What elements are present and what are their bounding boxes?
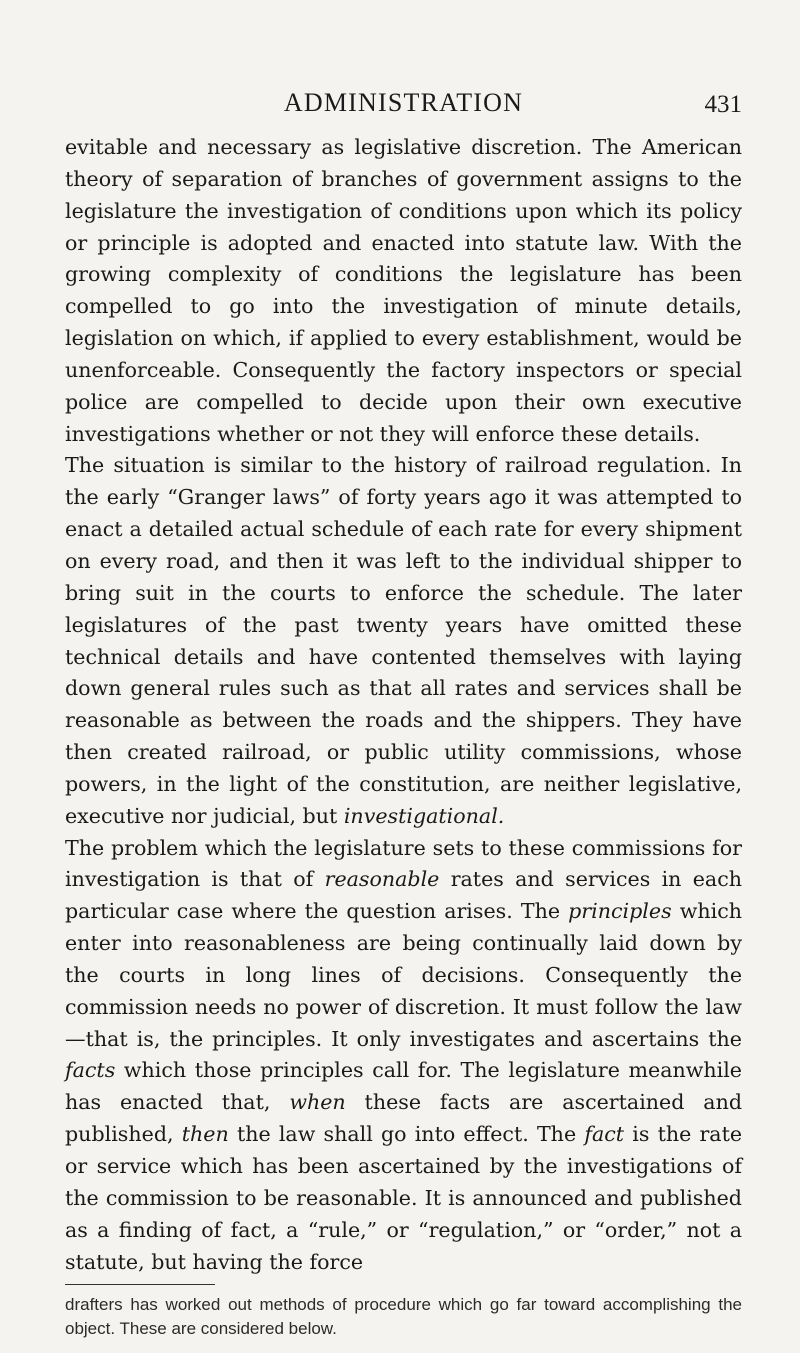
paragraph-2-text: The situation is similar to the history of railroad regulation. In the early “Granger laws” of forty years ago it was attempted to enact a detailed actual schedule of each rate for every shipment on every road, and then it was left to the individual shipper to bring suit in the courts to enforce the schedule. The later legislatures of the past twenty years have omitted these technical details and have contented themselves with laying down general rules such as that all rates and services shall be reasonable as between the roads and the shippers. They have then created railroad, or public utility commissions, whose powers, in the light of the constitution, are neither legislative, executive nor judicial, but (65, 453, 742, 828)
paragraph-3-part-e: these facts are ascertained and published, (65, 1090, 743, 1147)
footnote: drafters has worked out methods of procedure which go far toward accomplishing the object. These are considered below. (65, 1295, 742, 1338)
italic-reasonable: reasonable (324, 867, 440, 892)
paragraph-3-part-g: is the rate or service which has been ascertained by the investigations of the commission to be reasonable. It is announced and published as a finding of fact, a “rule,” or “regulation,” or “order,” not a statute, but having the force (65, 1122, 743, 1274)
italic-when: when (289, 1090, 346, 1115)
paragraph-1: evitable and necessary as legislative discretion. The American theory of separation of branches of government assigns to the legislature the investigation of conditions upon which its policy or principle is adopted and enacted into statute law. With the growing complexity of conditions the legislature has been compelled to go into the investigation of minute details, legislation on which, if applied to every establishment, would be unenforceable. Consequently the factory inspectors or special police are compelled to decide upon their own executive investigations whether or not they will enforce these details. (65, 135, 742, 446)
paragraph-3-part-a: The problem which the legislature sets to these commissions for investigation is that of (65, 835, 742, 892)
italic-investigational: investigational. (343, 803, 505, 828)
running-head (65, 88, 742, 124)
italic-then: then (181, 1122, 229, 1147)
page-number: 431 (704, 91, 742, 118)
italic-fact: fact (584, 1122, 625, 1147)
body-text (65, 132, 742, 1278)
paragraph-2 (65, 450, 742, 832)
chapter-title: ADMINISTRATION (283, 88, 524, 117)
paragraph-3-part-f: the law shall go into effect. The (236, 1122, 577, 1147)
paragraph-3-part-d: which those principles call for. The legislature meanwhile has enacted that, (65, 1058, 742, 1115)
paragraph-3-part-c: which enter into reasonableness are being continually laid down by the courts in long lines of decisions. Consequently the commission needs no power of discretion. It must follow the law—that is, the principles. It only investigates and ascertains the (65, 899, 742, 1051)
paragraph-3 (65, 833, 742, 1279)
footnote-divider (65, 1284, 215, 1285)
italic-facts: facts (65, 1058, 116, 1083)
italic-principles: principles (568, 899, 672, 924)
paragraph-3-part-b: rates and services in each particular case where the question arises. The (65, 867, 743, 924)
